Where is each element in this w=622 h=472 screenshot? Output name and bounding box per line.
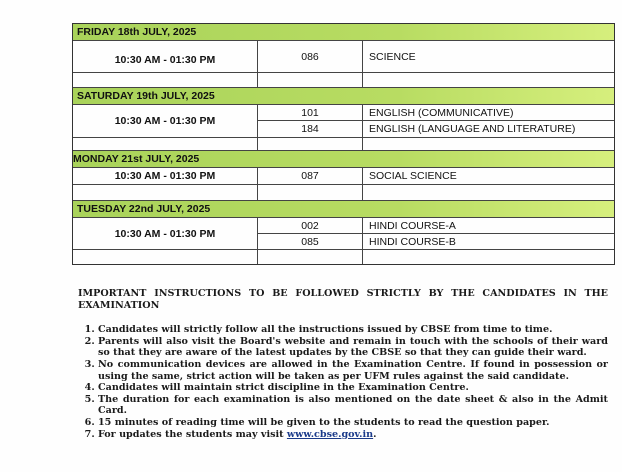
subject-code: 002 [301,219,319,232]
instruction-item: 4. Candidates will maintain strict discipline in the Examination Centre. [98,382,608,394]
blank-row [73,137,614,150]
exam-date: TUESDAY 22nd JULY, 2025 [77,203,211,215]
exam-time: 10:30 AM - 01:30 PM [73,168,258,184]
exam-date: SATURDAY 19th JULY, 2025 [77,90,215,102]
subject-code: 101 [301,106,319,119]
instruction-item: 5. The duration for each examination is also mentioned on the date sheet & also in the Admit Card. [98,394,608,417]
subject-name: HINDI COURSE-B [363,233,614,249]
exam-schedule-table [72,23,615,265]
exam-row [73,167,614,184]
subject-code: 087 [301,170,319,182]
exam-row [73,104,614,137]
exam-row [73,217,614,249]
date-row [73,200,614,217]
blank-row [73,249,614,264]
instruction-item [98,429,608,441]
instruction-text: . [373,428,377,440]
instructions-heading: IMPORTANT INSTRUCTIONS TO BE FOLLOWED STRICTLY BY THE CANDIDATES IN THE EXAMINATION [78,288,608,311]
subject-name: SCIENCE [369,50,416,63]
exam-time: 10:30 AM - 01:30 PM [73,218,258,249]
subject-code: 086 [301,50,319,63]
blank-row [73,72,614,87]
date-row [73,150,614,167]
instructions-section [78,288,608,440]
instruction-item: 3. No communication devices are allowed in the Examination Centre. If found in possession or using the same, strict action will be taken as per UFM rules against the said candidate. [98,359,608,382]
subject-name: ENGLISH (LANGUAGE AND LITERATURE) [363,120,614,137]
cbse-website-link[interactable]: www.cbse.gov.in [286,428,374,440]
blank-row [73,184,614,200]
date-row [73,24,614,40]
exam-time: 10:30 AM - 01:30 PM [73,105,258,137]
exam-date: FRIDAY 18th JULY, 2025 [77,26,197,38]
exam-date: MONDAY 21st JULY, 2025 [73,153,200,165]
instruction-text: For updates the students may visit [98,428,287,440]
instruction-item: 1. Candidates will strictly follow all the instructions issued by CBSE from time to time. [98,324,608,336]
exam-time: 10:30 AM - 01:30 PM [73,41,258,72]
subject-name: SOCIAL SCIENCE [369,170,457,182]
subject-name: HINDI COURSE-A [369,219,456,232]
instruction-item: 2. Parents will also visit the Board's website and remain in touch with the schools of their ward so that they are aware of the latest updates by the CBSE so that they can guide their ward. [98,336,608,359]
exam-row [73,40,614,72]
subject-code: 184 [258,120,362,137]
date-row [73,87,614,104]
subject-code: 085 [258,233,362,249]
instructions-list [78,324,608,440]
instruction-item: 6. 15 minutes of reading time will be given to the students to read the question paper. [98,417,608,429]
subject-name: ENGLISH (COMMUNICATIVE) [369,106,514,119]
